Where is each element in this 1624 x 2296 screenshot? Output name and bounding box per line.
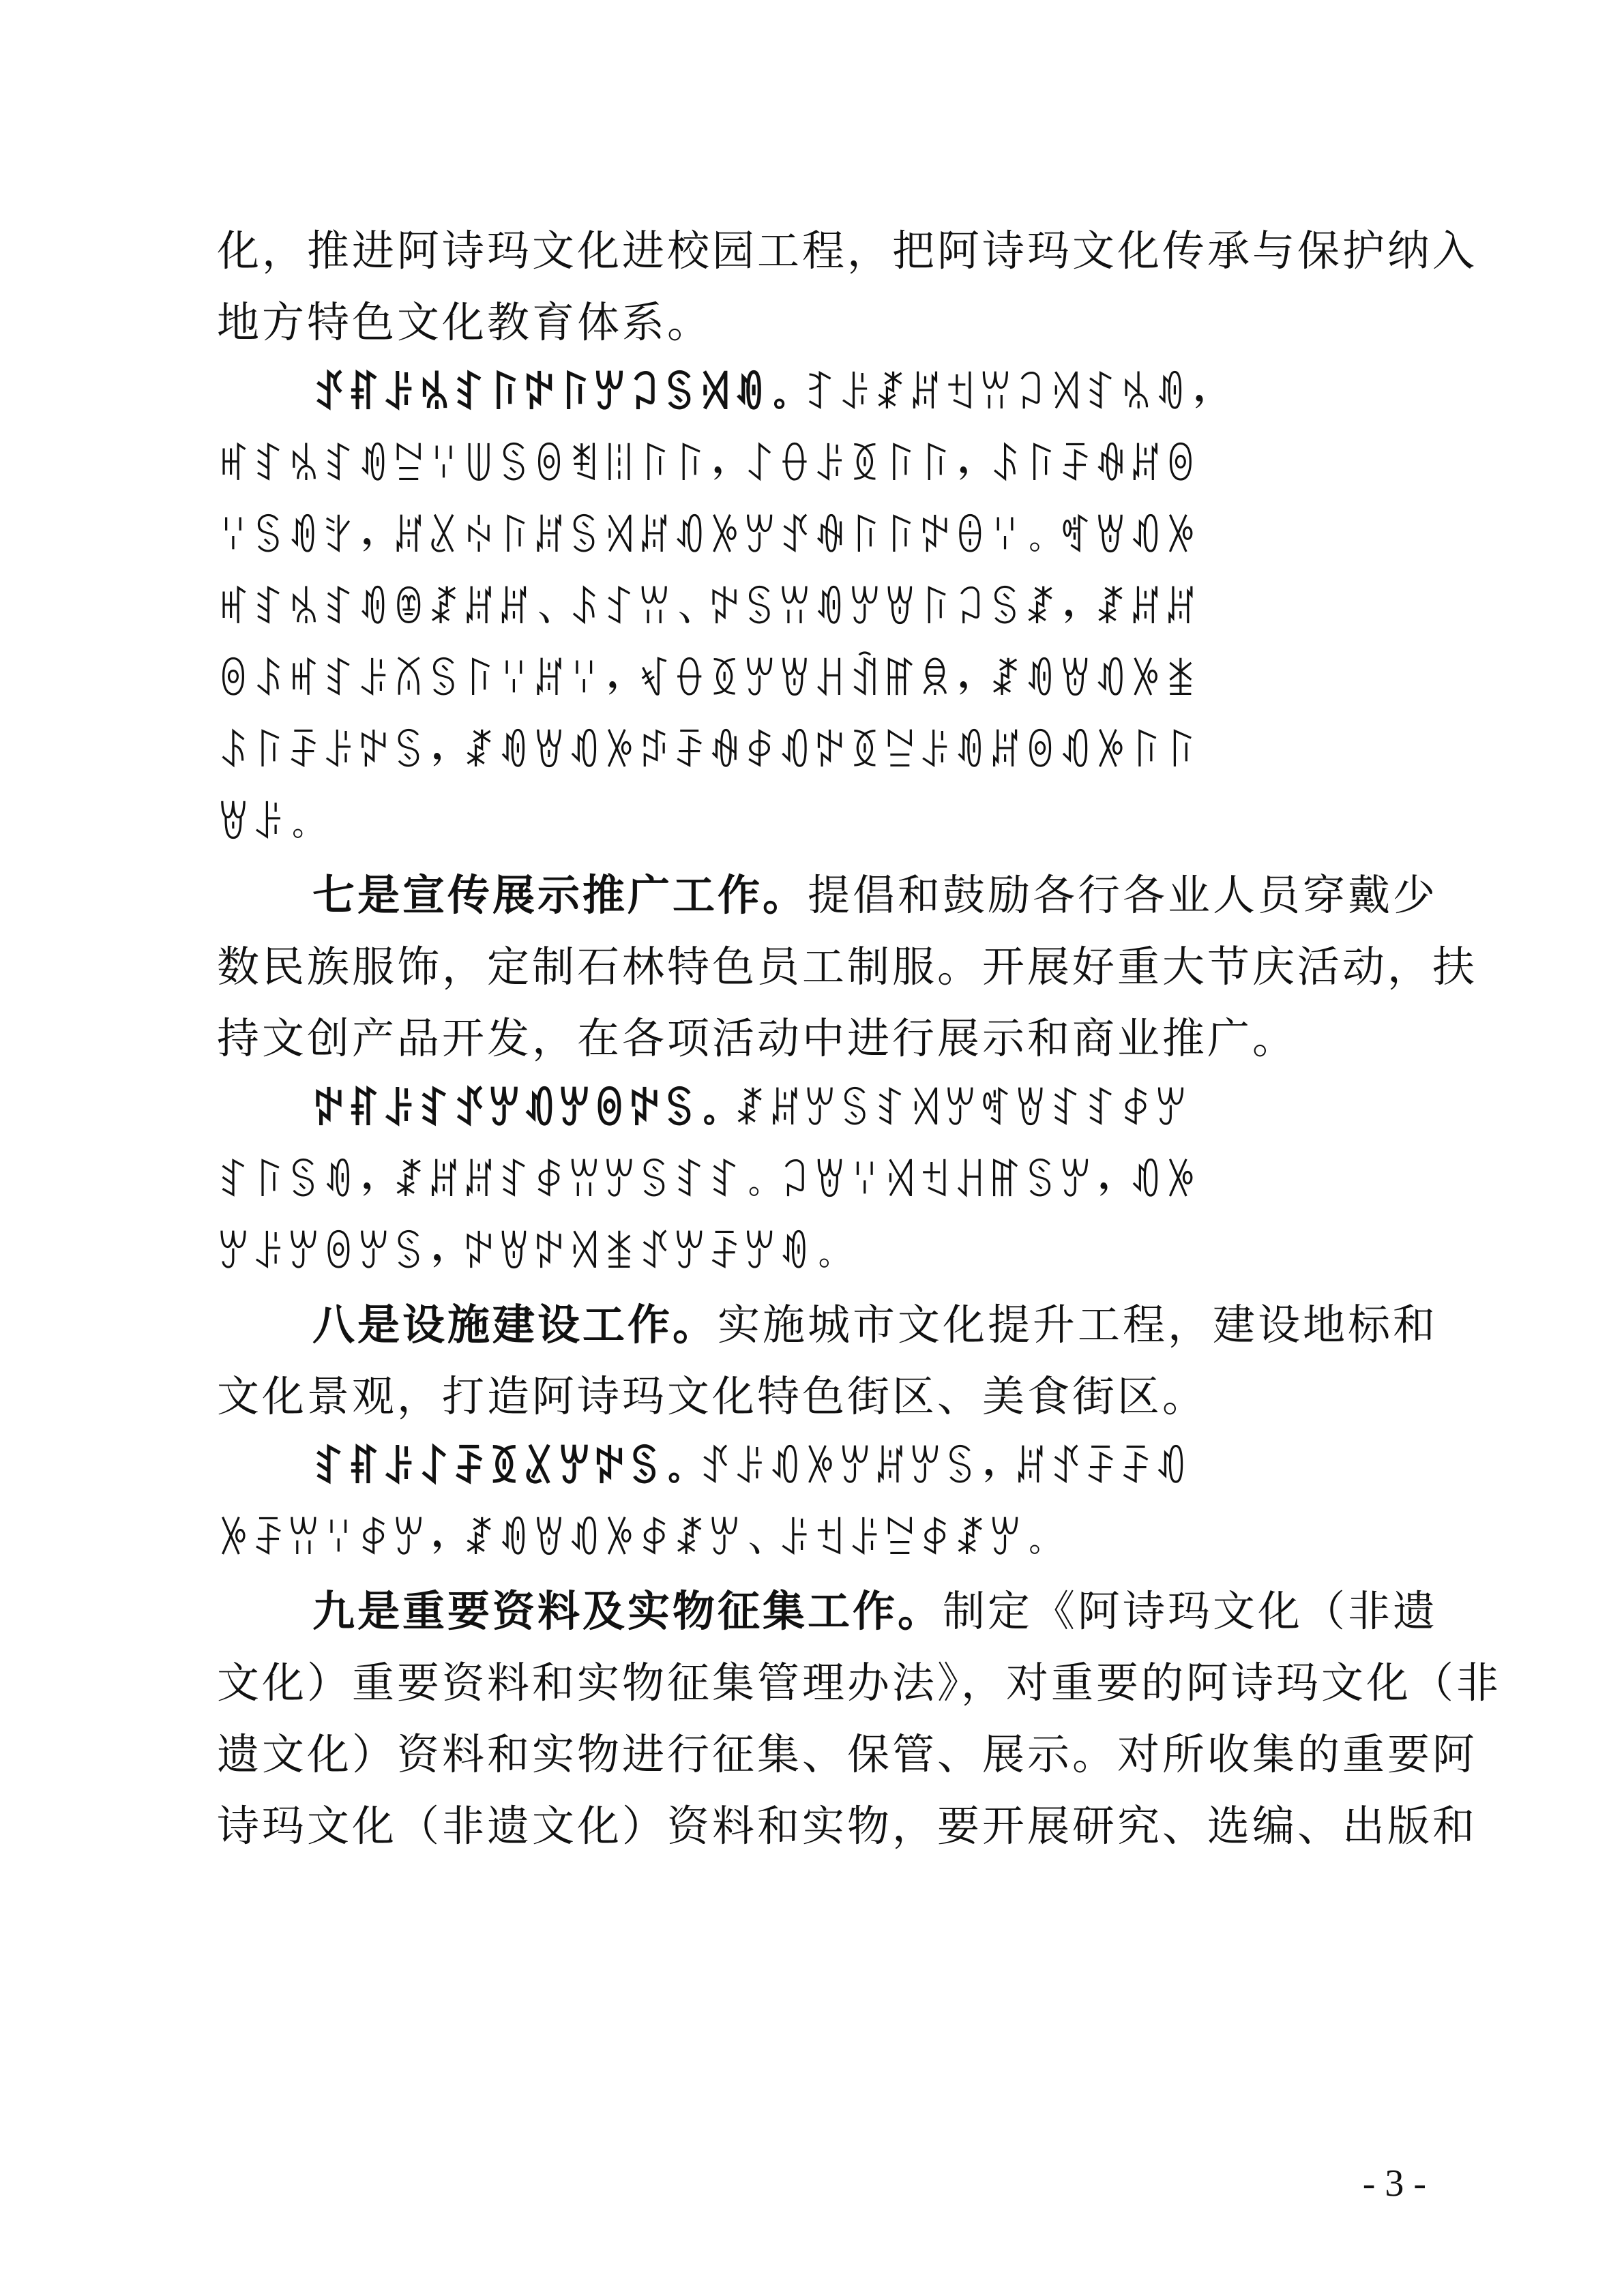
paragraph-line: 遗文化）资料和实物进行征集、保管、展示。对所收集的重要阿	[217, 1729, 1478, 1779]
yi-paragraph-line: ꌺꑍꄚꌠꉢꌗ，ꊨꀑꇐꀒꉼꁯꄚꊿꇉꀒꉢꅉꊂꌠꀑꏦꉻꀒꉼꑍꑍ	[217, 727, 1200, 777]
section-heading: 八是设施建设工作。	[312, 1300, 718, 1350]
yi-paragraph-line	[312, 1434, 1417, 1502]
section-heading: 七是宣传展示推广工作。	[312, 870, 808, 920]
paragraph-text: 实施城市文化提升工程，建设地标和	[718, 1300, 1438, 1350]
yi-paragraph-line: ꉻꌺꎭꆏꌠꊼꌗꑍꈌꏦꈌ，ꃴꂷꅉꏮꇐꃅꀉꂵꌋ，ꊨꀑꇐꀒꉼꁧ	[217, 655, 1200, 705]
yi-paragraph-line: ꎭꆏꁱꆏꀑꂮꊨꏦꏦ、ꌺꉘꀕ、ꉢꌗꀕꀑꏮꇐꑍꃀꌗꊨ，ꊨꏦꏦ	[217, 584, 1200, 633]
paragraph-line: 文化景观，打造阿诗玛文化特色街区、美食街区。	[217, 1371, 1208, 1421]
paragraph-line	[312, 1291, 1438, 1359]
section-heading: 九是重要资料及实物征集工作。	[312, 1586, 943, 1636]
yi-paragraph-line: ꆏꑍꌗꀑ，ꊨꏦꏦꆏꇉꀕꏮꌗꆏꆏ。ꃀꇐꈌꄉꉬꃅꂵꌗꏮ，ꀒꉼ	[217, 1157, 1200, 1206]
paragraph-text: 制定《阿诗玛文化（非遗	[943, 1586, 1438, 1636]
yi-paragraph-text: ꀋꌠꀒꉼꏮꏦꏮꌗ，ꏦꀋꄚꄚꀒ	[698, 1443, 1190, 1493]
paragraph-line: 地方特色文化教育体系。	[217, 297, 713, 347]
yi-paragraph-line	[312, 360, 1417, 428]
paragraph-line: 文化）重要资料和实物征集管理办法》，对重要的阿诗玛文化（非	[217, 1658, 1502, 1708]
paragraph-line	[312, 1577, 1438, 1645]
yi-paragraph-text: ꆈꌠꊨꏦꉬꀕꃀꄉꆏꁱꀑ，	[803, 369, 1225, 419]
paragraph-line: 持文创产品开发，在各项活动中进行展示和商业推广。	[217, 1013, 1298, 1063]
paragraph-line	[312, 861, 1438, 929]
yi-paragraph-line: ꈌꌗꀑꇬ，ꏦꊪꏢꑍꏦꌗꄉꏦꀒꉼꏮꀋꊿꑍꑍꉢꎔꈌ。ꈩꇐꀒꉼ	[217, 512, 1200, 562]
yi-paragraph-line	[312, 1076, 1417, 1144]
yi-paragraph-line: ꉼꄚꀕꈌꇉꏮ，ꊨꀑꇐꀒꉼꇉꊨꏮ、ꌠꉬꌠꊂꇉꊨꏮ。	[217, 1515, 1059, 1564]
yi-section-heading: ꉢꐥꌠꆏꀋꏮꀒꏮꉻꉢꌗ。	[312, 1085, 734, 1135]
paragraph-line: 数民族服饰，定制石林特色员工制服。开展好重大节庆活动，扶	[217, 942, 1478, 992]
yi-paragraph-line: ꏮꌠꏮꉻꏮꌗ，ꉢꇐꉢꄉꁧꀋꏮꄚꏮꀑ。	[217, 1228, 848, 1278]
yi-section-heading: ꀋꐥꌠꁱꆏꑍꉢꑍꏮꃀꌗꄉꀑ。	[312, 369, 804, 419]
yi-section-heading: ꆏꐥꌠꋍꄚꅉꊪꏮꉢꌗ。	[312, 1443, 698, 1493]
paragraph-line: 化，推进阿诗玛文化进校园工程，把阿诗玛文化传承与保护纳入	[217, 226, 1478, 275]
yi-paragraph-text: ꊨꏦꏮꌗꆏꄉꏮꈩꇐꆏꆏꇉꏮ	[733, 1085, 1190, 1135]
page-number: - 3 -	[1362, 2162, 1426, 2205]
yi-paragraph-line: ꇐꌠ。	[217, 799, 323, 848]
paragraph-text: 提倡和鼓励各行各业人员穿戴少	[808, 870, 1438, 920]
yi-paragraph-line: ꎭꆏꁱꆏꀑꊂꈌꅐꌗꉻꄮꈨꑍꑍ，ꋍꂷꌠꅉꑍꑍ，ꌺꑍꄚꊿꏦꉻ	[217, 441, 1200, 490]
paragraph-line: 诗玛文化（非遗文化）资料和实物，要开展研究、选编、出版和	[217, 1801, 1478, 1851]
